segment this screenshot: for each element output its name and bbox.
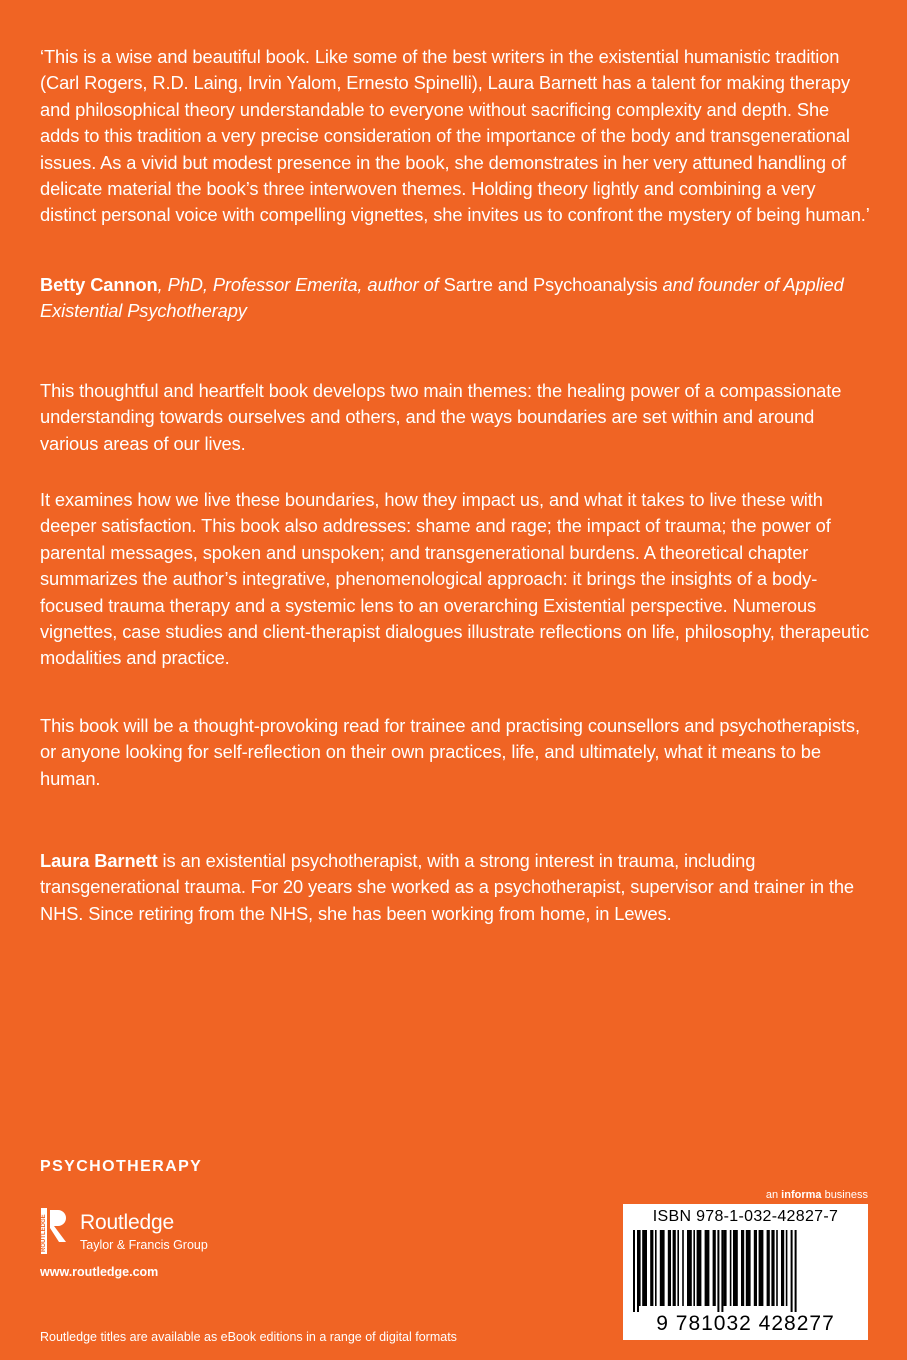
- author-name: Laura Barnett: [40, 850, 158, 871]
- author-bio: [40, 848, 870, 927]
- barcode-bars-icon: [629, 1230, 862, 1312]
- description-paragraph-3: This book will be a thought-provoking read for trainee and practising counsellors and psychotherapists, or anyone looking for self-reflection on their own practices, life, and ultimately, what it means to be human.: [40, 715, 860, 789]
- author-bio-text: is an existential psychotherapist, with a strong interest in trauma, including transgenerational trauma. For 20 years she worked as a psychotherapist, supervisor and trainer in the NHS. Since retiring from the NHS, she has been working from home, in Lewes.: [40, 850, 855, 924]
- informa-bold: informa: [781, 1189, 822, 1201]
- description-paragraph-2: It examines how we live these boundaries, how they impact us, and what it takes to live these with deeper satisfaction. This book also addresses: shame and rage; the impact of trauma; the power of parental messages, spoken and unspoken; and transgenerational burdens. A theoretical chapter summarizes the author’s integrative, phenomenological approach: it brings the insights of a body-focused trauma therapy and a systemic lens to an overarching Existential perspective. Numerous vignettes, case studies and client-therapist dialogues illustrate reflections on life, philosophy, therapeutic modalities and practice.: [40, 489, 870, 669]
- routledge-logo: [40, 1208, 240, 1258]
- endorsement-attribution: [40, 272, 870, 325]
- routledge-r-mark-icon: [40, 1208, 68, 1254]
- description-paragraph-1: This thoughtful and heartfelt book develops two main themes: the healing power of a compassionate understanding towards ourselves and others, and the ways boundaries are set within and around various areas of our lives.: [40, 380, 842, 454]
- logo-vertical-text: ROUTLEDGE: [41, 1214, 47, 1252]
- isbn-label: ISBN 978-1-032-42827-7: [652, 1208, 839, 1225]
- ebook-note: Routledge titles are available as eBook editions in a range of digital formats: [40, 1330, 457, 1344]
- endorser-book-title: Sartre and Psychoanalysis: [443, 274, 658, 295]
- publisher-website: www.routledge.com: [40, 1265, 159, 1279]
- endorser-credentials: , PhD, Professor Emerita, author of: [157, 274, 444, 295]
- isbn-barcode: [623, 1204, 868, 1340]
- category-label: PSYCHOTHERAPY: [40, 1158, 203, 1175]
- informa-prefix: an: [765, 1189, 782, 1201]
- informa-business-label: [0, 1189, 868, 1201]
- endorsement-quote: ‘This is a wise and beautiful book. Like some of the best writers in the existential humanistic tradition (Carl Rogers, R.D. Laing, Irvin Yalom, Ernesto Spinelli), Laura Barnett has a talent for making therapy and philosophical theory understandable to everyone without sacrificing complexity and depth. She adds to this tradition a very precise consideration of the importance of the body and transgenerational issues. As a vivid but modest presence in the book, she demonstrates in her very attuned handling of delicate material the book’s three interwoven themes. Holding theory lightly and combining a very distinct personal voice with compelling vignettes, she invites us to confront the mystery of being human.’: [40, 46, 870, 226]
- endorser-name: Betty Cannon: [40, 274, 158, 295]
- barcode-digits: 9 781032 428277: [656, 1312, 835, 1335]
- publisher-group: Taylor & Francis Group: [80, 1238, 208, 1252]
- informa-suffix: business: [821, 1189, 868, 1201]
- endorser-credentials-end: and founder of Applied Existential Psychotherapy: [40, 274, 844, 322]
- publisher-name: Routledge: [80, 1211, 174, 1234]
